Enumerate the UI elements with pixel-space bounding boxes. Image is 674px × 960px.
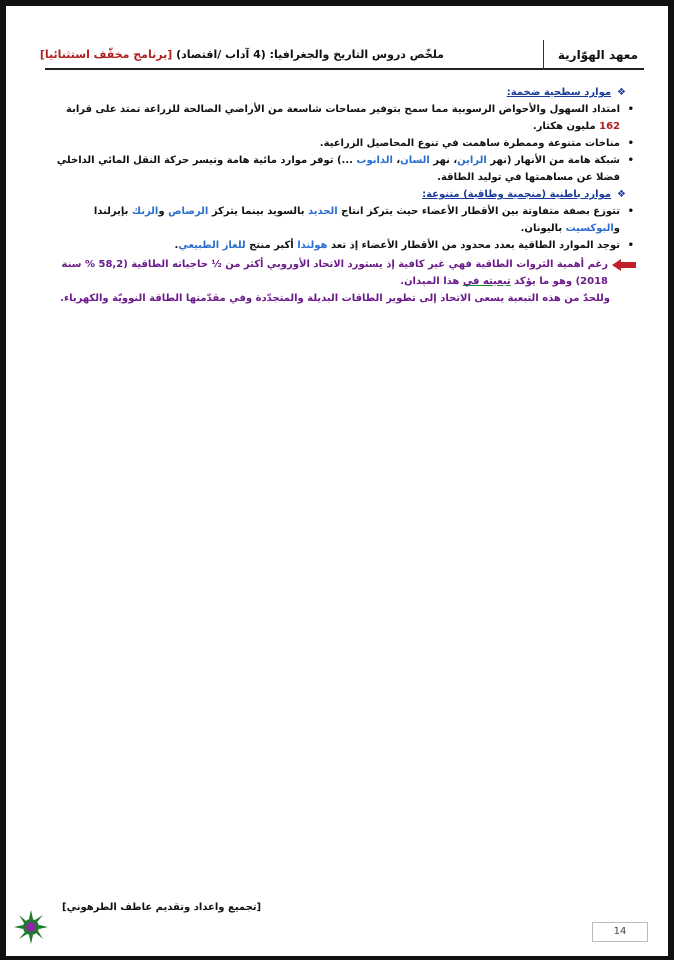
text: ، (392, 155, 401, 166)
logo-icon (14, 910, 48, 944)
text: ...) توفر موارد مائية هامة وتيسر حركة النقل المائي الداخلي فضلا عن مساهمتها في توليد الطاقة. (56, 155, 620, 183)
resource-name: للغاز الطبيعي (178, 240, 246, 251)
section-heading-surface (42, 84, 626, 101)
mineral-name: الحديد (308, 206, 338, 217)
text: باليونان. (520, 223, 566, 234)
river-name: السان (400, 155, 430, 166)
note-text: وللحدّ من هذه التبعية يسعى الاتحاد إلى تطوير الطاقات البديلة والمتجدّدة وفي مقدّمتها الطاقة النوويّة والكهرباء. (60, 293, 610, 304)
heading-text: موارد سطحية ضخمة: (506, 87, 612, 98)
list-item (42, 101, 636, 135)
note-underlined-text: تبعيته في (462, 276, 511, 287)
note-text: رغم أهمية الثروات الطاقية فهي غير كافية إذ يستورد الاتحاد الأوروبي أكثر من ½ حاجياته الطاقية (58,2 % سنة 2018) وهو ما يؤكد (61, 259, 608, 287)
institute-name: معهد الهوّارية (557, 48, 638, 62)
text: امتداد السهول والأحواض الرسوبية مما سمح بتوفير مساحات شاسعة من الأراضي الصالحة للزراعة تمتد على قرابة (66, 104, 620, 115)
page-header (39, 38, 644, 70)
list-item (42, 203, 636, 237)
page-border-top (0, 0, 674, 6)
text: . (174, 240, 179, 251)
text: بالسويد بينما يتركز (208, 206, 308, 217)
mineral-name: البوكسيت (565, 223, 614, 234)
title-text: ملخّص دروس التاريخ والجغرافيا: (4 آداب /اقتصاد) (176, 48, 444, 61)
text: بإيرلندا و (93, 206, 620, 234)
document-title (40, 48, 444, 61)
page-border-left (0, 0, 6, 960)
header-divider (543, 40, 544, 70)
heading-text: موارد باطنية (منجمية وطاقية) متنوعة: (422, 189, 612, 200)
main-content (42, 84, 636, 307)
mineral-name: الرصاص (168, 206, 209, 217)
text: توجد الموارد الطاقية بعدد محدود من الأقطار الأعضاء إذ تعد (327, 240, 620, 251)
dependency-solution (42, 290, 636, 307)
note-text: هذا الميدان. (400, 276, 463, 287)
mineral-name: الزنك (131, 206, 159, 217)
country-name: هولندا (297, 240, 328, 251)
river-name: الدانوب (356, 155, 393, 166)
dependency-note (42, 256, 636, 290)
star-bullet-icon: ❖ (617, 87, 626, 98)
list-item (42, 135, 636, 152)
list-item (42, 237, 636, 254)
text: مليون هكتار. (532, 121, 600, 132)
text: أكبر منتج (245, 240, 298, 251)
section-heading-underground (42, 186, 626, 203)
river-name: الراين (457, 155, 487, 166)
text: شبكة هامة من الأنهار (نهر (486, 155, 620, 166)
star-bullet-icon: ❖ (617, 189, 626, 200)
page-number: 14 (592, 922, 648, 942)
text: ، نهر (429, 155, 458, 166)
text: تتوزع بصفة متفاوتة بين الأقطار الأعضاء حيث يتركز انتاج (337, 206, 620, 217)
red-arrow-icon (612, 259, 636, 271)
page-border-right (668, 0, 674, 960)
area-number: 162 (599, 121, 620, 132)
text: و (158, 206, 169, 217)
program-label: [برنامج مخفّف استثنائيا] (39, 48, 173, 61)
author-credit: [تجميع واعداد وتقديم عاطف الطرهوني] (62, 902, 262, 913)
list-item (42, 152, 636, 186)
page-border-bottom (0, 956, 674, 960)
text: مناخات متنوعة وممطرة ساهمت في تنوع المحاصيل الزراعية. (319, 138, 620, 149)
